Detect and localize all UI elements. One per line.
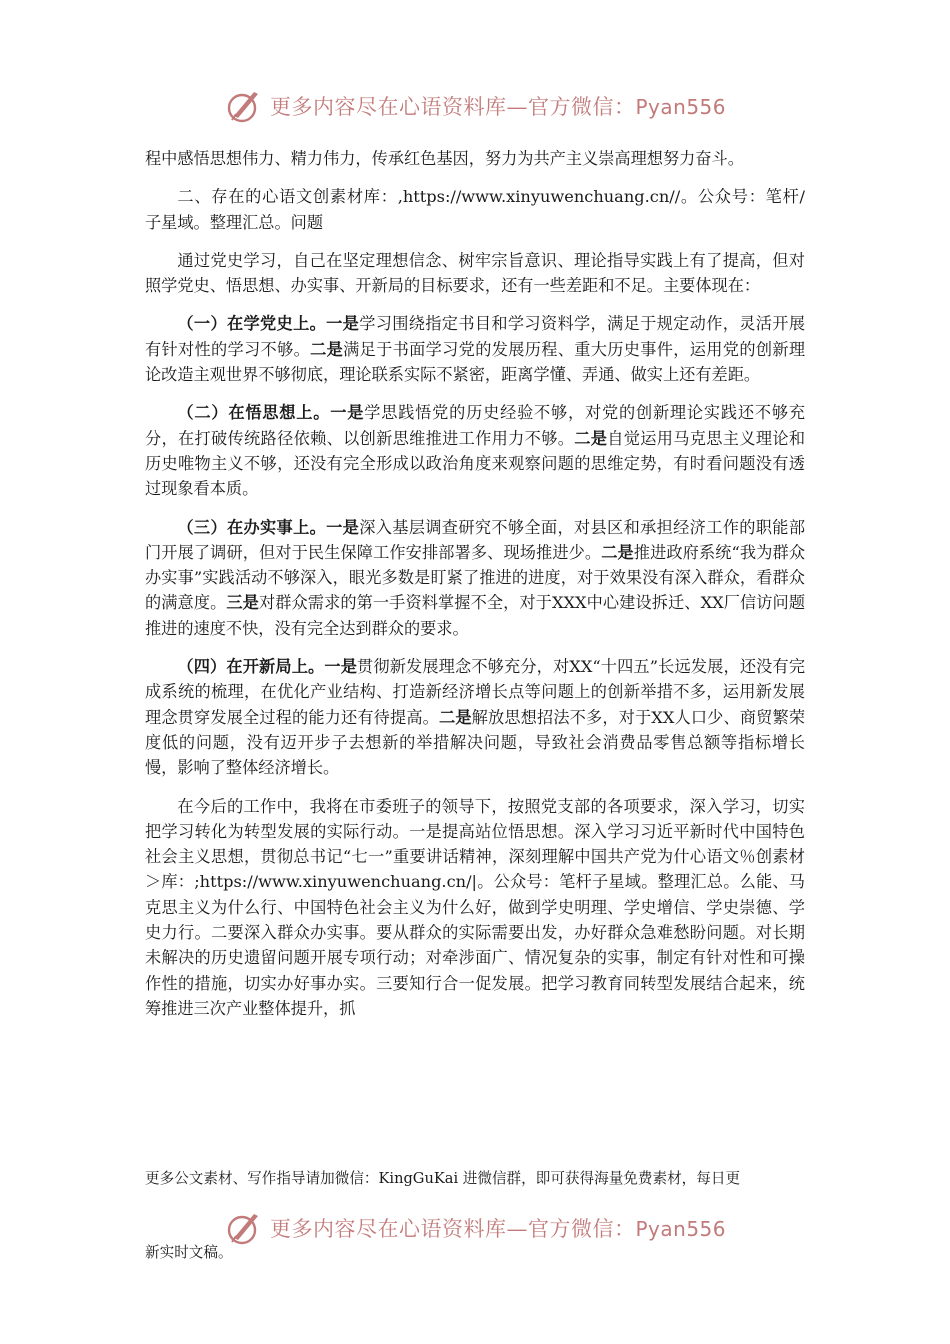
point-label: 二是	[574, 428, 608, 448]
section-heading: （一）在学党史上。	[177, 314, 327, 334]
point-text: 自觉运用马克思主义理论和历史唯物主义不够，还没有完全形成以政治角度来观察问题的思维定势，有时看问题没有透过现象看本质。	[145, 428, 806, 499]
point-text: 对群众需求的第一手资料掌握不全，对于XXX中心建设拆迁、XX厂信访问题推进的速度不快，没有完全达到群众的要求。	[145, 593, 806, 638]
point-text: 推进政府系统“我为群众办实事”实践活动不够深入，眼光多数是盯紧了推进的进度，对于效果没有深入群众，看群众的满意度。	[145, 542, 806, 613]
paragraph: 程中感悟思想伟力、精力伟力，传承红色基因，努力为共产主义崇高理想努力奋斗。	[145, 149, 744, 168]
point-label: 二是	[438, 707, 472, 727]
paragraph	[145, 400, 805, 501]
paragraph	[145, 515, 805, 641]
point-label: 二是	[310, 339, 344, 359]
footer-banner	[0, 1206, 950, 1250]
point-text: 贯彻新发展理念不够充分，对XX“十四五”长远发展，还没有完成系统的梳理，在优化产业结构、打造新经济增长点等问题上的创新举措不多，运用新发展理念贯穿发展全过程的能力还有待提高。	[145, 657, 806, 727]
point-text: 满足于书面学习党的发展历程、重大历史事件，运用党的创新理论改造主观世界不够彻底，理论联系实际不紧密，距离学懂、弄通、做实上还有差距。	[145, 339, 806, 385]
point-label: 三是	[226, 593, 259, 613]
point-text: 深入基层调查研究不够全面，对县区和承担经济工作的职能部门开展了调研，但对于民生保障工作安排部署多、现场推进少。	[145, 517, 806, 562]
document-body	[145, 146, 805, 1034]
paragraph: 通过党史学习，自己在坚定理想信念、树牢宗旨意识、理论指导实践上有了提高，但对照学党史、悟思想、办实事、开新局的目标要求，还有一些差距和不足。主要体现在：	[145, 250, 805, 296]
banner-wechat-id: Pyan556	[635, 1217, 726, 1241]
paragraph	[145, 654, 805, 780]
section-heading: （四）在开新局上。	[177, 657, 325, 677]
quill-logo-icon	[224, 86, 264, 126]
banner-text: 更多内容尽在心语资料库—官方微信：Pyan556	[269, 1217, 726, 1241]
header-banner	[0, 84, 950, 128]
footer-tail: 新实时文稿。	[145, 1244, 233, 1261]
banner-wechat-id: Pyan556	[635, 95, 726, 119]
point-text: 解放思想招法不多，对于XX人口少、商贸繁荣度低的问题，没有迈开步子去想新的举措解决问题，导致社会消费品零售总额等指标增长慢，影响了整体经济增长。	[145, 707, 806, 778]
paragraph: 二、存在的心语文创素材库：,https://www.xinyuwenchuang.cn//。公众号：笔杆/子星域。整理汇总。问题	[145, 187, 805, 232]
section-heading: （二）在悟思想上。	[177, 403, 331, 423]
paragraph	[145, 311, 805, 387]
point-text: 学思践悟党的历史经验不够，对党的创新理论实践还不够充分，在打破传统路径依赖、以创新思维推进工作用力不够。	[145, 403, 806, 448]
footer-note: 更多公文素材、写作指导请加微信：KingGuKai 进微信群，即可获得海量免费素材，每日更	[145, 1170, 741, 1187]
paragraph: 在今后的工作中，我将在市委班子的领导下，按照党支部的各项要求，深入学习，切实把学习转化为转型发展的实际行动。一是提高站位悟思想。深入学习习近平新时代中国特色社会主义思想，贯彻总书记“七一”重要讲话精神，深刻理解中国共产党为什心语文％创素材＞库：;https://www.xinyuwenchuang.cn/|。公众号：笔杆子星域。整理汇总。么能、马克思主义为什么行、中国特色社会主义为什么好，做到学史明理、学史增信、学史崇德、学史力行。二要深入群众办实事。要从群众的实际需要出发，办好群众急难愁盼问题。对长期未解决的历史遗留问题开展专项行动；对牵涉面广、情况复杂的实事，制定有针对性和可操作性的措施，切实办好事办实。三要知行合一促发展。把学习教育同转型发展结合起来，统筹推进三次产业整体提升，抓	[145, 796, 805, 1018]
point-label: 一是	[324, 657, 358, 677]
point-label: 一是	[330, 403, 365, 423]
point-label: 二是	[601, 542, 634, 562]
point-label: 一是	[326, 314, 360, 334]
point-label: 一是	[326, 517, 360, 537]
point-text: 学习围绕指定书目和学习资料学，满足于规定动作，灵活开展有针对性的学习不够。	[145, 314, 806, 359]
banner-text: 更多内容尽在心语资料库—官方微信：Pyan556	[269, 95, 726, 119]
section-heading: （三）在办实事上。	[177, 517, 327, 537]
